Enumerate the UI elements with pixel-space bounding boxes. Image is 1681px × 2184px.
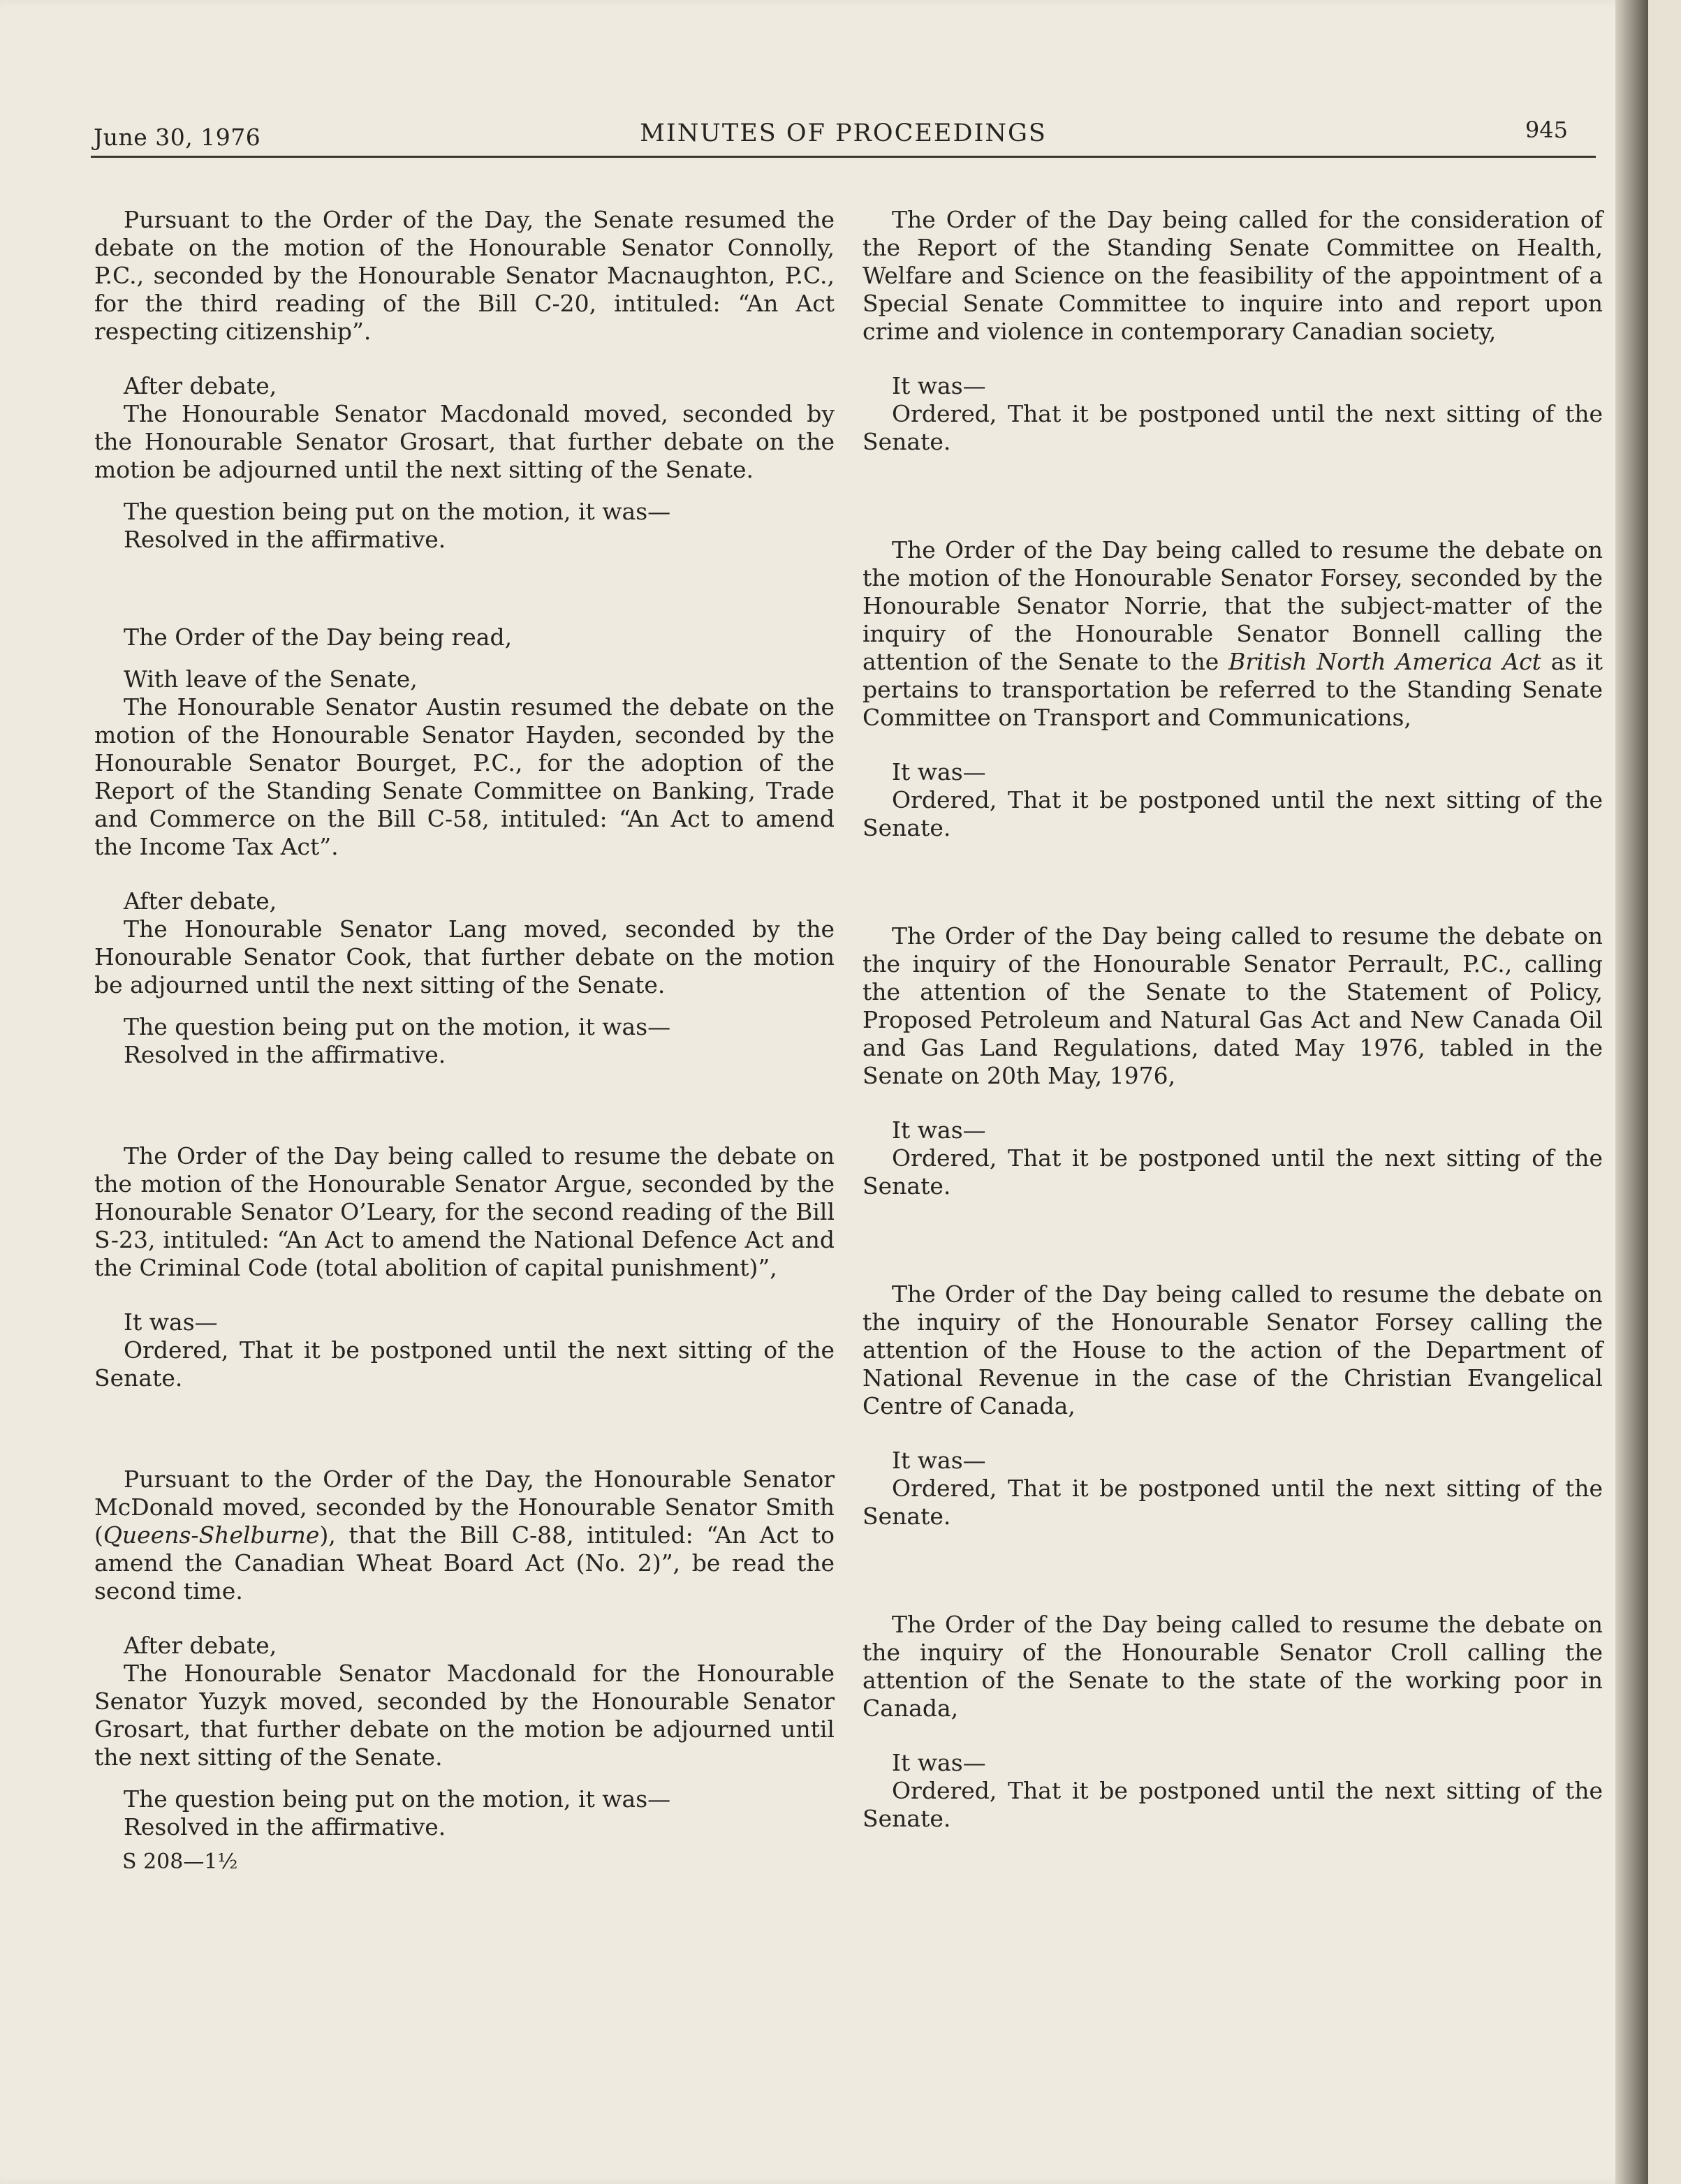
- crime-violence-text: The Order of the Day being called for the consideration of the Report of the Standing Senate Committee on Health, Welfare and Science on the feasibility of the appointment of a Special Senate Committee to inquire into and report upon crime and violence in contemporary Canadian society,: [862, 206, 1603, 345]
- adjourn-text: The Honourable Senator Macdonald moved, seconded by the Honourable Senator Grosart, that further debate on the motion be adjourned until the next sitting of the Senate.: [94, 400, 835, 483]
- right-column: [862, 206, 1603, 1833]
- petroleum-text: The Order of the Day being called to resume the debate on the inquiry of the Honourable Senator Perrault, P.C., calling the attention of the Senate to the Statement of Policy, Proposed Petroleum and Natural Gas Act and New Canada Oil and Gas Land Regulations, dated May 1976, tabled in the Senate on 20th May, 1976,: [862, 922, 1603, 1089]
- adjourn-text: The Honourable Senator Macdonald for the Honourable Senator Yuzyk moved, seconded by the Honourable Senator Grosart, that further debate on the motion be adjourned until the next sitting of the Senate.: [94, 1660, 835, 1771]
- after-debate-label: After debate,: [124, 372, 277, 399]
- paragraph-evangelical-centre: [862, 1281, 1603, 1530]
- paragraph-income-tax-adjourn: [94, 887, 835, 999]
- ordered-text: Ordered, That it be postponed until the next sitting of the Senate.: [94, 1336, 835, 1392]
- it-was-text: It was—: [892, 758, 986, 785]
- folio-signature: S 208—1½: [122, 1850, 238, 1874]
- working-poor-text: The Order of the Day being called to resume the debate on the inquiry of the Honourable Senator Croll calling the attention of the Senate to the state of the working poor in Canada,: [862, 1611, 1603, 1722]
- after-debate-label: After debate,: [124, 887, 277, 915]
- income-tax-text: The Honourable Senator Austin resumed the debate on the motion of the Honourable Senator Hayden, seconded by the Honourable Senator Bourget, P.C., for the adoption of the Report of the Standing Senate Committee on Banking, Trade and Commerce on the Bill C-58, intituled: “An Act to amend the Income Tax Act”.: [94, 693, 835, 860]
- resolved-text: Resolved in the affirmative.: [124, 1041, 446, 1068]
- resolved-text: Resolved in the affirmative.: [124, 1813, 446, 1840]
- riding-name: Queens-Shelburne: [103, 1521, 320, 1549]
- order-read-text: The Order of the Day being read,: [124, 624, 513, 651]
- wheat-board-text-b: ), that the Bill C-88, intituled: “An Act to amend the Canadian Wheat Board Act (No. 2)”, be read the second time.: [94, 1521, 835, 1604]
- wheat-board-text-a: Pursuant to the Order of the Day, the Honourable Senator McDonald moved, seconded by the Honourable Senator Smith (: [94, 1466, 835, 1549]
- paragraph-crime-violence: [862, 206, 1603, 456]
- resolved-text: Resolved in the affirmative.: [124, 526, 446, 553]
- paragraph-bill-s23: [94, 1142, 835, 1392]
- it-was-text: It was—: [892, 1447, 986, 1474]
- header-date: June 30, 1976: [94, 124, 261, 151]
- paragraph-citizenship-resumed: Pursuant to the Order of the Day, the Senate resumed the debate on the motion of the Honourable Senator Connolly, P.C., seconded by the Honourable Senator Macnaughton, P.C., for the third reading of the Bill C-20, intituled: “An Act respecting citizenship”.: [94, 206, 835, 345]
- ordered-text: Ordered, That it be postponed until the next sitting of the Senate.: [862, 400, 1603, 455]
- question-text: The question being put on the motion, it was—: [124, 1013, 671, 1040]
- ordered-text: Ordered, That it be postponed until the next sitting of the Senate.: [862, 1777, 1603, 1832]
- bna-text-b: as it pertains to transportation be referred to the Standing Senate Committee on Transport and Communications,: [862, 648, 1603, 731]
- ordered-text: Ordered, That it be postponed until the next sitting of the Senate.: [862, 1475, 1603, 1530]
- after-debate-label: After debate,: [124, 1632, 277, 1659]
- paragraph-wheat-board-adjourn: [94, 1632, 835, 1771]
- it-was-text: It was—: [892, 1749, 986, 1776]
- leave-text: With leave of the Senate,: [124, 665, 418, 693]
- paragraph-citizenship-adjourn: [94, 372, 835, 484]
- ordered-text: Ordered, That it be postponed until the next sitting of the Senate.: [862, 1144, 1603, 1200]
- it-was-text: It was—: [124, 1308, 218, 1336]
- page-number: 945: [1525, 117, 1568, 143]
- paragraph-working-poor: [862, 1611, 1603, 1833]
- paragraph-wheat-board: [94, 1466, 835, 1605]
- ordered-text: Ordered, That it be postponed until the next sitting of the Senate.: [862, 786, 1603, 841]
- question-put: [94, 1785, 835, 1841]
- question-text: The question being put on the motion, it was—: [124, 498, 671, 525]
- adjourn-text: The Honourable Senator Lang moved, seconded by the Honourable Senator Cook, that further debate on the motion be adjourned until the next sitting of the Senate.: [94, 915, 835, 998]
- paragraph-bna-act: [862, 536, 1603, 842]
- question-put: [94, 498, 835, 554]
- page-edge-shadow: [1615, 0, 1648, 2184]
- question-text: The question being put on the motion, it was—: [124, 1785, 671, 1813]
- paragraph-income-tax: [94, 624, 835, 861]
- act-title: British North America Act: [1228, 648, 1541, 675]
- question-put: [94, 1013, 835, 1069]
- header-title: MINUTES OF PROCEEDINGS: [640, 119, 1047, 147]
- it-was-text: It was—: [892, 1116, 986, 1144]
- running-header: [91, 115, 1596, 158]
- evangelical-text: The Order of the Day being called to resume the debate on the inquiry of the Honourable Senator Forsey calling the attention of the House to the action of the Department of National Revenue in the case of the Christian Evangelical Centre of Canada,: [862, 1281, 1603, 1419]
- left-column: [94, 206, 835, 1874]
- bna-text-a: The Order of the Day being called to resume the debate on the motion of the Honourable Senator Forsey, seconded by the Honourable Senator Norrie, that the subject-matter of the inquiry of the Honourable Senator Bonnell calling the attention of the Senate to the: [862, 536, 1603, 675]
- bill-s23-text: The Order of the Day being called to resume the debate on the motion of the Honourable Senator Argue, seconded by the Honourable Senator O’Leary, for the second reading of the Bill S-23, intituled: “An Act to amend the National Defence Act and the Criminal Code (total abolition of capital punishment)”,: [94, 1142, 835, 1281]
- it-was-text: It was—: [892, 372, 986, 399]
- bna-act-text: [862, 536, 1603, 732]
- paragraph-petroleum: [862, 922, 1603, 1200]
